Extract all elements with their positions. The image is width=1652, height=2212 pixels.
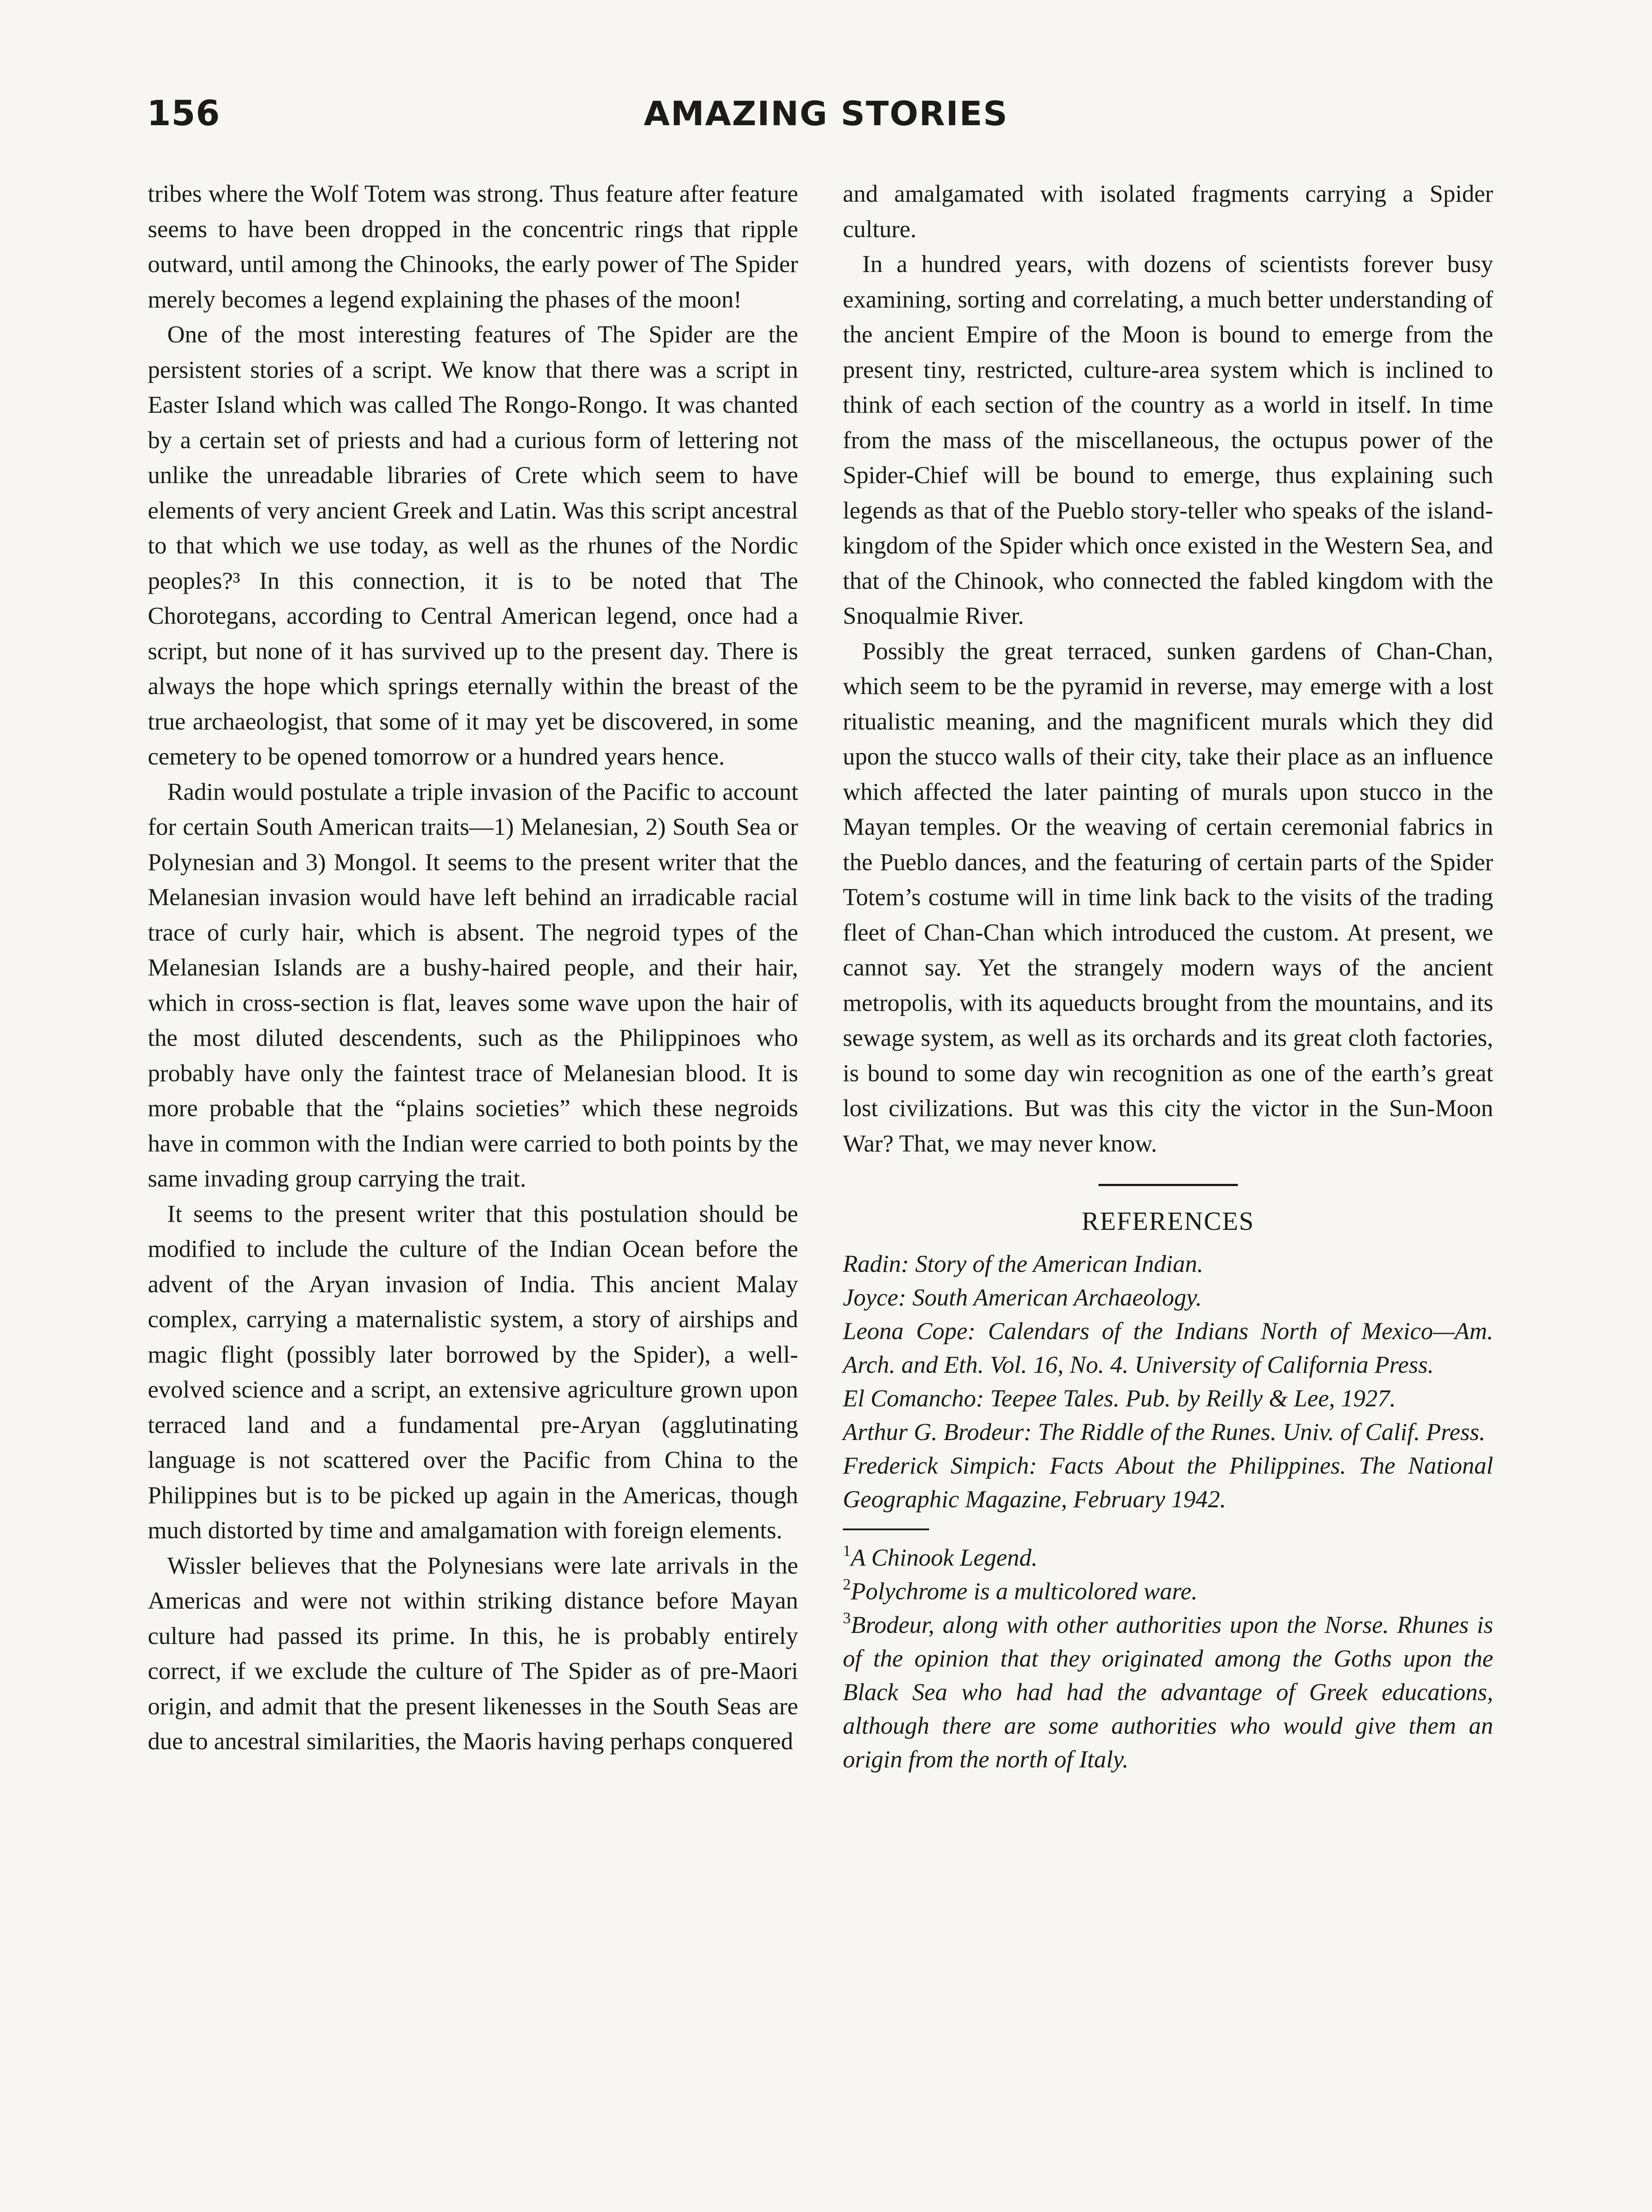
reference-item: Frederick Simpich: Facts About the Philippines. The National Geographic Magazine, February 1942. [843,1452,1493,1513]
reference-item: Joyce: South American Archaeology. [843,1284,1202,1311]
footnote-mark: 2 [843,1575,851,1593]
references-heading: REFERENCES [1081,1206,1255,1236]
section-divider [1099,1184,1238,1186]
reference-item: Radin: Story of the American Indian. [843,1250,1203,1277]
magazine-title: AMAZING STORIES [644,94,1008,133]
footnote-mark: 3 [843,1609,851,1627]
reference-item: Leona Cope: Calendars of the Indians North of Mexico—Am. Arch. and Eth. Vol. 16, No. 4. University of California Press. [843,1317,1493,1378]
body-paragraph: and amalgamated with isolated fragments carrying a Spider culture. [843,180,1493,242]
footnote-divider [843,1528,929,1530]
body-paragraph: tribes where the Wolf Totem was strong. Thus feature after feature seems to have been dropped in the concentric rings that ripple outward, until among the Chinooks, the early power of The Spider merely becomes a legend explaining the phases of the moon! [148,180,798,313]
reference-item: Arthur G. Brodeur: The Riddle of the Runes. Univ. of Calif. Press. [843,1418,1486,1445]
footnote [843,1541,1493,1575]
footnote-mark: 1 [843,1542,851,1559]
footnote-text: Polychrome is a multicolored ware. [851,1578,1198,1605]
body-paragraph: Wissler believes that the Polynesians were late arrivals in the Americas and were not within striking distance before Mayan culture had passed its prime. In this, he is probably entirely correct, if we exclude the culture of The Spider as of pre-Maori origin, and admit that the present likenesses in the South Seas are due to ancestral similarities, the Maoris having perhaps conquered [148,1551,798,1755]
left-column [148,176,798,1759]
body-paragraph: It seems to the present writer that this postulation should be modified to include the culture of the Indian Ocean before the advent of the Aryan invasion of India. This ancient Malay complex, carrying a maternalistic system, a story of airships and magic flight (possibly later borrowed by the Spider), a well-evolved science and a script, an extensive agriculture grown upon terraced land and a fundamental pre-Aryan (agglutinating language is not scattered over the Pacific from China to the Philippines but is to be picked up again in the Americas, though much distorted by time and amalgamation with foreign elements. [148,1200,798,1544]
footnote [843,1575,1493,1608]
body-paragraph: Possibly the great terraced, sunken gardens of Chan-Chan, which seem to be the pyramid in reverse, may emerge with a lost ritualistic meaning, and the magnificent murals which they did upon the stucco walls of their city, take their place as an influence which affected the later painting of murals upon stucco in the Mayan temples. Or the weaving of certain ceremonial fabrics in the Pueblo dances, and the featuring of certain parts of the Spider Totem’s costume will in time link back to the visits of the trading fleet of Chan-Chan which introduced the custom. At present, we cannot say. Yet the strangely modern ways of the ancient metropolis, with its aqueducts brought from the mountains, and its sewage system, as well as its orchards and its great cloth factories, is bound to some day win recognition as one of the earth’s great lost civilizations. But was this city the victor in the Sun-Moon War? That, we may never know. [843,637,1493,1157]
reference-item: El Comancho: Teepee Tales. Pub. by Reilly & Lee, 1927. [843,1385,1396,1412]
right-column [843,176,1493,1776]
body-paragraph: In a hundred years, with dozens of scientists forever busy examining, sorting and correlating, a much better understanding of the ancient Empire of the Moon is bound to emerge from the present tiny, restricted, culture-area system which is inclined to think of each section of the country as a world in itself. In time from the mass of the miscellaneous, the octupus power of the Spider-Chief will be bound to emerge, thus explaining such legends as that of the Pueblo story-teller who speaks of the island-kingdom of the Spider which once existed in the Western Sea, and that of the Chinook, who connected the fabled kingdom with the Snoqualmie River. [843,250,1493,629]
footnote [843,1608,1493,1776]
body-paragraph: Radin would postulate a triple invasion of the Pacific to account for certain South American traits—1) Melanesian, 2) South Sea or Polynesian and 3) Mongol. It seems to the present writer that the Melanesian invasion would have left behind an irradicable racial trace of curly hair, which is absent. The negroid types of the Melanesian Islands are a bushy-haired people, and their hair, which in cross-section is flat, leaves some wave upon the hair of the most diluted descendents, such as the Philippinoes who probably have only the faintest trace of Melanesian blood. It is more probable that the “plains societies” which these negroids have in common with the Indian were carried to both points by the same invading group carrying the trait. [148,778,798,1192]
footnote-text: Brodeur, along with other authorities upon the Norse. Rhunes is of the opinion that they originated among the Goths upon the Black Sea who had had the advantage of Greek educations, although there are some authorities who would give them an origin from the north of Italy. [843,1611,1493,1773]
body-paragraph: One of the most interesting features of The Spider are the persistent stories of a script. We know that there was a script in Easter Island which was called The Rongo-Rongo. It was chanted by a certain set of priests and had a curious form of lettering not unlike the unreadable libraries of Crete which seem to have elements of very ancient Greek and Latin. Was this script ancestral to that which we use today, as well as the rhunes of the Nordic peoples?³ In this connection, it is to be noted that The Chorotegans, according to Central American legend, once had a script, but none of it has survived up to the present day. There is always the hope which springs eternally within the breast of the true archaeologist, that some of it may yet be discovered, in some cemetery to be opened tomorrow or a hundred years hence. [148,321,798,770]
footnote-text: A Chinook Legend. [851,1544,1038,1571]
page-number: 156 [147,94,220,134]
